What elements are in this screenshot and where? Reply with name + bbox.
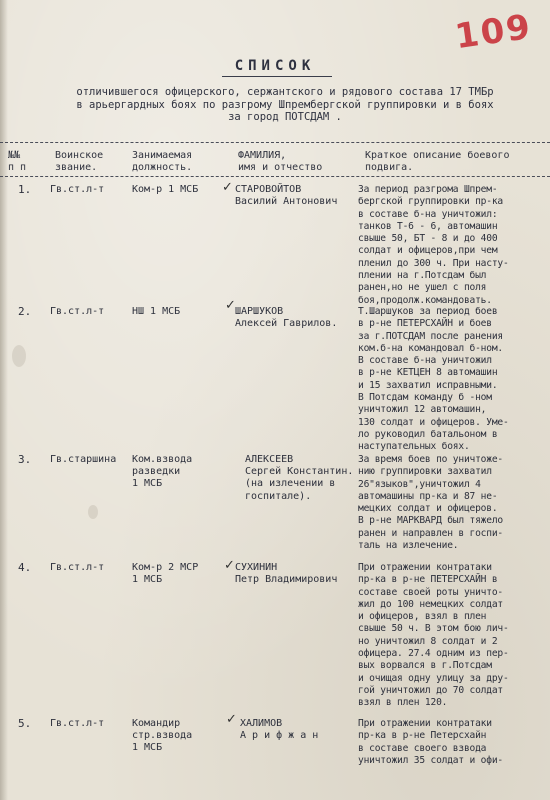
row-name: ХАЛИМОВ А р и ф ж а н	[240, 718, 319, 742]
row-description: Т.Шаршуков за период боев в р-не ПЕТЕРСХАЙН и боев за г.ПОТСДАМ после ранения ком.б-на командовал б-ном. В составе б-на уничтожил в р-не КЕТЦЕН 8 автомашин и 15 захватил исправными. В Потсдам команду б -ном уничтожил 12 автомашин, 130 солдат и офицеров. Уме- ло руководил батальоном в наступательных боях.	[358, 306, 509, 453]
row-position: Ком.взвода разведки 1 МСБ	[132, 454, 193, 490]
row-number: 2.	[18, 305, 32, 318]
checkmark-icon: ✓	[222, 180, 233, 195]
row-number: 3.	[18, 453, 32, 466]
header-top-rule	[0, 142, 550, 143]
row-name: АЛЕКСЕЕВ Сергей Константин. (на излечении в госпитале).	[245, 454, 354, 502]
checkmark-icon: ✓	[224, 558, 235, 573]
paper-stain	[12, 345, 26, 367]
row-description: За время боев по уничтоже- нию группировки захватил 26"языков",уничтожил 4 автомашины пр-ка и 87 не- мецких солдат и офицеров. В р-не МАРКВАРД был тяжело ранен и направлен в госпи- таль на излечение.	[358, 454, 503, 552]
title-underline	[222, 76, 332, 77]
paper-stain	[88, 505, 98, 519]
row-position: Командир стр.взвода 1 МСБ	[132, 718, 193, 754]
row-rank: Гв.ст.л-т	[50, 306, 105, 317]
row-position: Ком-р 2 МСР 1 МСБ	[132, 562, 199, 586]
page-edge-shadow	[0, 0, 8, 800]
header-rank: Воинское звание.	[55, 150, 104, 173]
row-rank: Гв.ст.л-т	[50, 718, 105, 729]
document-title: СПИСОК	[234, 58, 316, 74]
row-rank: Гв.ст.л-т	[50, 562, 105, 573]
row-rank: Гв.ст.л-т	[50, 184, 105, 195]
row-name: ШАРШУКОВ Алексей Гаврилов.	[235, 306, 338, 330]
row-name: СТАРОВОЙТОВ Василий Антонович	[235, 184, 338, 208]
handwritten-page-number: 109	[452, 6, 535, 58]
row-number: 1.	[18, 183, 32, 196]
row-position: Ком-р 1 МСБ	[132, 184, 199, 195]
header-name: ФАМИЛИЯ, имя и отчество	[238, 150, 323, 173]
checkmark-icon: ✓	[225, 298, 236, 313]
row-description: При отражении контратаки пр-ка в р-не ПЕТЕРСХАЙН в составе своей роты уничто- жил до 100 немецких солдат и офицеров, взял в плен свыше 50 ч. В этом бою лич- но уничтожил 8 солдат и 2 офицера. 27.4 одним из пер- вых ворвался в г.Потсдам и очищая одну улицу за дру- гой уничтожил до 70 солдат взял в плен 120.	[358, 562, 509, 709]
row-rank: Гв.старшина	[50, 454, 117, 465]
row-description: За период разгрома Шпрем- бергской группировки пр-ка в составе б-на уничтожил: танков Т-6 - 6, автомашин свыше 50, БТ - 8 и до 400 солдат и офицеров,при чем пленил до 300 ч. При насту- плении на г.Потсдам был ранен,но не ушел с поля боя,продолж.командовать.	[358, 184, 509, 306]
row-number: 5.	[18, 717, 32, 730]
row-number: 4.	[18, 561, 32, 574]
row-position: НШ 1 МСБ	[132, 306, 181, 317]
header-position: Занимаемая должность.	[132, 150, 193, 173]
row-description: При отражении контратаки пр-ка в р-не Петерсхайн в составе своего взвода уничтожил 35 солдат и офи-	[358, 718, 503, 766]
header-description: Краткое описание боевого подвига.	[365, 150, 510, 173]
checkmark-icon: ✓	[226, 712, 237, 727]
document-subtitle: отличившегося офицерского, сержантского и рядового состава 17 ТМБр в арьергардных боях по разгрому Шпрембергской группировки и в боях за город ПОТСДАМ .	[76, 86, 494, 123]
row-name: СУХИНИН Петр Владимирович	[235, 562, 338, 586]
header-num: №№ п п	[8, 150, 27, 173]
header-bottom-rule	[0, 176, 550, 177]
